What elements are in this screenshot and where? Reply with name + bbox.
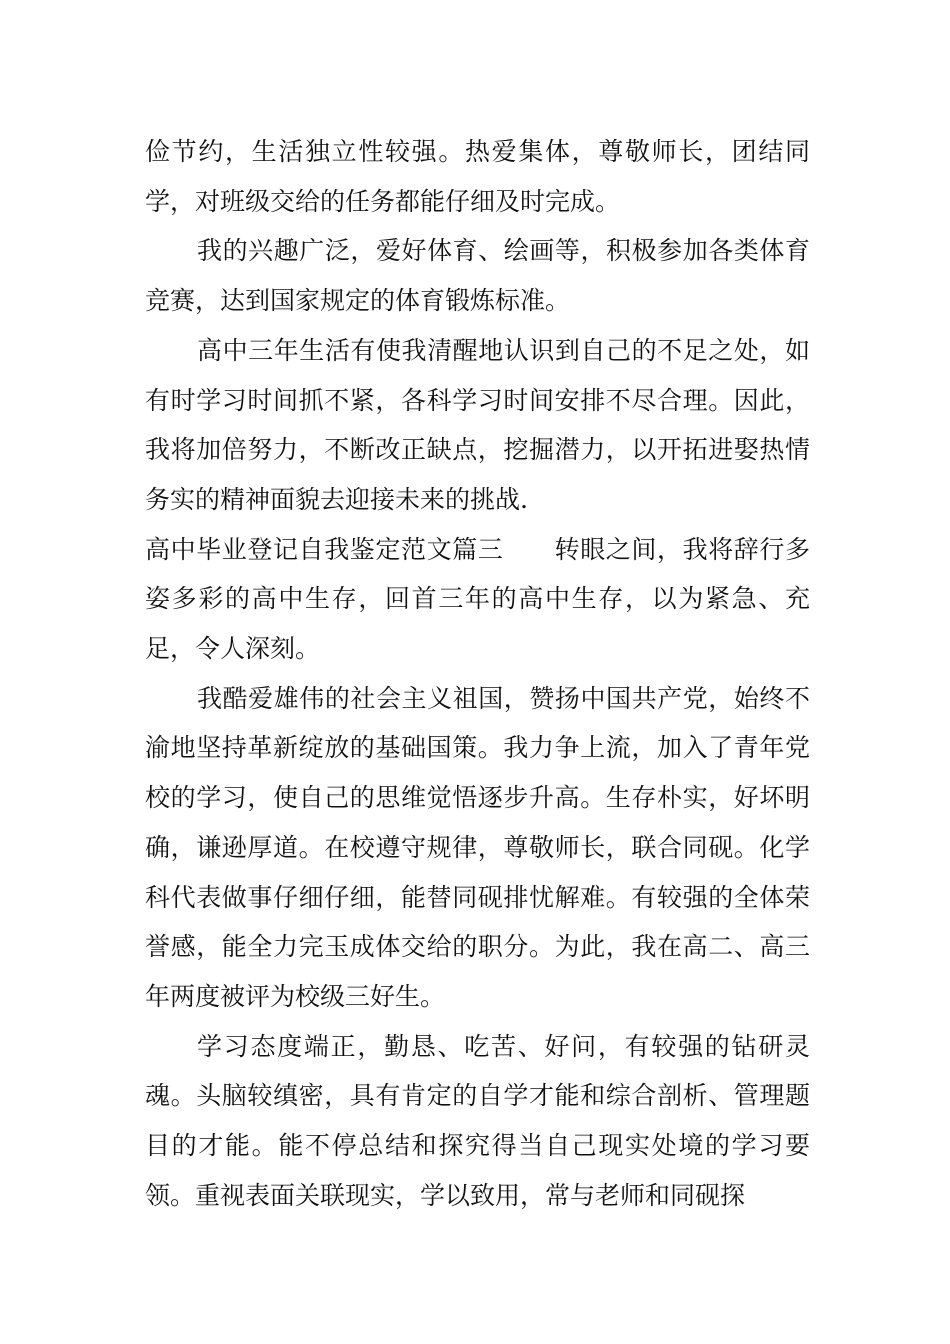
paragraph-5: 我酷爱雄伟的社会主义祖国，赞扬中国共产党，始终不渝地坚持革新绽放的基础国策。我力争上流，加入了青年党校的学习，使自己的思维觉悟逐步升高。生存朴实，好坏明确，谦逊厚道。在校遵守规律，尊敬师长，联合同砚。化学科代表做事仔细仔细，能替同砚排忧解难。有较强的全体荣誉感，能全力完玉成体交给的职分。为此，我在高二、高三年两度被评为校级三好生。 — [145, 683, 810, 1011]
paragraph-1: 俭节约，生活独立性较强。热爱集体，尊敬师长，团结同学，对班级交给的任务都能仔细及时完成。 — [145, 137, 810, 216]
document-page — [145, 127, 810, 1220]
paragraph-6: 学习态度端正，勤恳、吃苦、好问，有较强的钻研灵魂。头脑较缜密，具有肯定的自学才能和综合剖析、管理题目的才能。能不停总结和探究得当自己现实处境的学习要领。重视表面关联现实，学以致用，常与老师和同砚探 — [145, 1031, 810, 1210]
paragraph-2: 我的兴趣广泛，爱好体育、绘画等，积极参加各类体育竞赛，达到国家规定的体育锻炼标准。 — [145, 236, 810, 316]
paragraph-3: 高中三年生活有使我清醒地认识到自己的不足之处，如有时学习时间抓不紧，各科学习时间安排不尽合理。因此，我将加倍努力，不断改正缺点，挖掘潜力，以开拓进娶热情务实的精神面貌去迎接未来的挑战. — [145, 335, 810, 514]
paragraph-4-section-heading: 高中毕业登记自我鉴定范文篇三 转眼之间，我将辞行多姿多彩的高中生存，回首三年的高中生存，以为紧急、充足，令人深刻。 — [145, 534, 810, 664]
